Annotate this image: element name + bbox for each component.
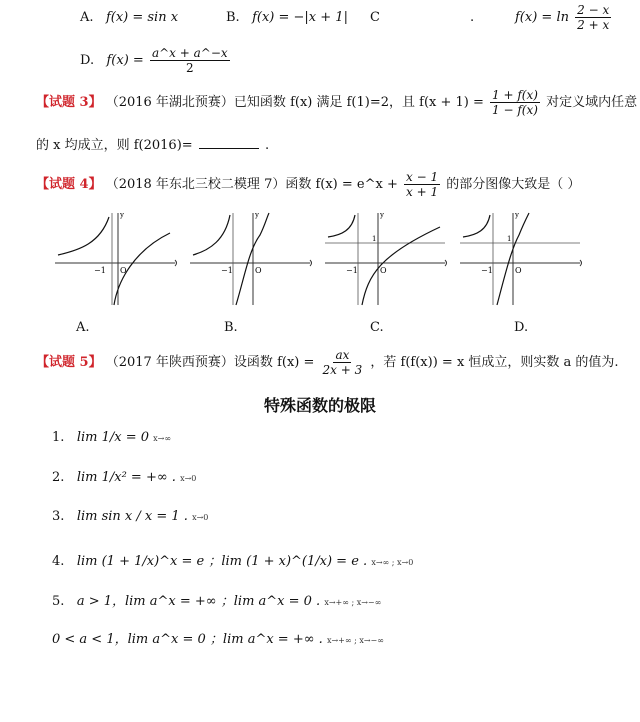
limit-3 [52,509,208,524]
option-b-expr: f(x) = −|x + 1| [252,10,348,25]
problem-4-text1: （2018 年东北三校二模理 7）函数 f(x) = e^x + [105,177,398,192]
graph-a-curve-left [58,217,109,255]
graph-b [190,211,312,305]
answer-blank[interactable] [199,136,259,149]
limit-5 [52,590,381,609]
graph-label-c: C. [370,320,384,335]
problem-5-den: 2x + 3 [322,363,363,377]
problem-4-text2: 的部分图像大致是（ ） [446,177,581,192]
option-c-expr [515,3,613,32]
graph-a [55,211,177,305]
problem-5-text2: ，若 f(f(x)) = x 恒成立，则实数 a 的值为. [370,355,619,370]
limit-3-number: 3. [52,509,65,524]
limit-2 [52,470,196,485]
option-c-label: C [370,10,380,25]
option-d-num: a^x + a^−x [151,46,228,60]
problem-3-end: . [264,138,270,153]
limit-5-number: 5. [52,594,65,609]
graph-a-tick-0: O [120,266,127,275]
graph-c [325,211,447,305]
limit-1 [52,430,171,445]
limit-3-text: lim sin x / x = 1 . [76,509,188,524]
problem-4-den: x + 1 [406,185,439,199]
limit-4 [52,550,413,569]
limit-4-text: lim (1 + 1/x)^x = e ；lim (1 + x)^(1/x) = e . [76,554,368,569]
problem-5-tag: 【试题 5】 [36,355,102,370]
problem-3-text1: （2016 年湖北预赛）已知函数 f(x) 满足 f(1)=2，且 f(x + 1) = [105,95,484,110]
option-c-fraction [575,3,611,32]
graph-d-tick-1: 1 [507,235,512,243]
problem-4-num: x − 1 [406,170,439,184]
option-c-dot: . [470,10,475,25]
limit-1-sub: x→∞ [153,434,172,443]
graph-b-tick-0: O [255,266,262,275]
graphs-row [50,205,590,315]
problem-5-text1: （2017 年陕西预赛）设函数 f(x) = [105,355,315,370]
limit-6-sub: x→+∞ ; x→−∞ [326,636,384,645]
option-c-den: 2 + x [577,18,610,32]
graph-d-curve-left [463,215,490,237]
graph-c-tick-neg1: −1 [346,266,358,275]
problem-4-fraction [404,170,440,199]
problem-5-line [36,348,619,377]
graph-c-x-arrow [445,260,447,266]
problem-4-line [36,170,580,199]
graph-d-y-label: y [515,211,519,219]
graph-a-y-label: y [120,211,124,219]
graph-label-a: A. [76,320,90,335]
option-b [226,10,348,25]
problem-3-line1 [36,88,637,117]
problem-3-tag: 【试题 3】 [36,95,102,110]
graph-d-x-arrow [580,260,582,266]
graph-b-curve-left [193,215,230,255]
limit-2-text: lim 1/x² = +∞ . [76,470,176,485]
limit-1-text: lim 1/x = 0 [76,430,149,445]
option-a-expr: f(x) = sin x [105,10,179,25]
graph-label-b: B. [224,320,238,335]
option-d-den: 2 [185,61,194,75]
graph-b-tick-neg1: −1 [221,266,233,275]
limit-6-text: 0 < a < 1，lim a^x = 0 ；lim a^x = +∞ . [52,632,323,647]
problem-3-line2 [36,134,269,153]
limit-5-sub: x→+∞ ; x→−∞ [324,598,382,607]
limit-2-sub: x→0 [180,474,197,483]
problem-3-fraction [490,88,540,117]
problem-4-tag: 【试题 4】 [36,177,102,192]
graph-d-tick-neg1: −1 [481,266,493,275]
section-title: 特殊函数的极限 [263,396,376,415]
graph-c-tick-1: 1 [372,235,377,243]
limit-4-number: 4. [52,554,65,569]
option-d-lhs: f(x) = [106,53,144,68]
graph-a-tick-neg1: −1 [94,266,106,275]
option-d [80,46,232,75]
graph-c-tick-0: O [380,266,387,275]
limit-1-number: 1. [52,430,65,445]
option-c-num: 2 − x [577,3,610,17]
graph-a-x-arrow [175,260,177,266]
option-a [80,10,178,25]
option-d-label: D. [80,53,95,68]
problem-5-fraction [321,348,365,377]
limit-2-number: 2. [52,470,65,485]
graph-d-tick-0: O [515,266,522,275]
graph-b-x-arrow [310,260,312,266]
graph-b-y-label: y [255,211,259,219]
graph-c-curve-left [328,215,355,237]
problem-3-num: 1 + f(x) [492,88,538,102]
problem-5-num: ax [335,348,350,362]
option-b-label: B. [226,10,240,25]
problem-3-den: 1 − f(x) [492,103,538,117]
limit-3-sub: x→0 [192,513,209,522]
graph-d [460,211,582,305]
option-c-lhs: f(x) = ln [515,10,569,25]
option-a-label: A. [80,10,94,25]
problem-3-text3: 的 x 均成立，则 f(2016)= [36,138,193,153]
graph-label-d: D. [514,320,529,335]
limit-6 [52,628,384,647]
graph-c-y-label: y [380,211,384,219]
limit-5-text: a > 1，lim a^x = +∞ ；lim a^x = 0 . [76,594,321,609]
limit-4-sub: x→∞ ; x→0 [371,558,414,567]
problem-3-text2: 对定义域内任意 [546,95,638,110]
option-d-fraction [150,46,230,75]
